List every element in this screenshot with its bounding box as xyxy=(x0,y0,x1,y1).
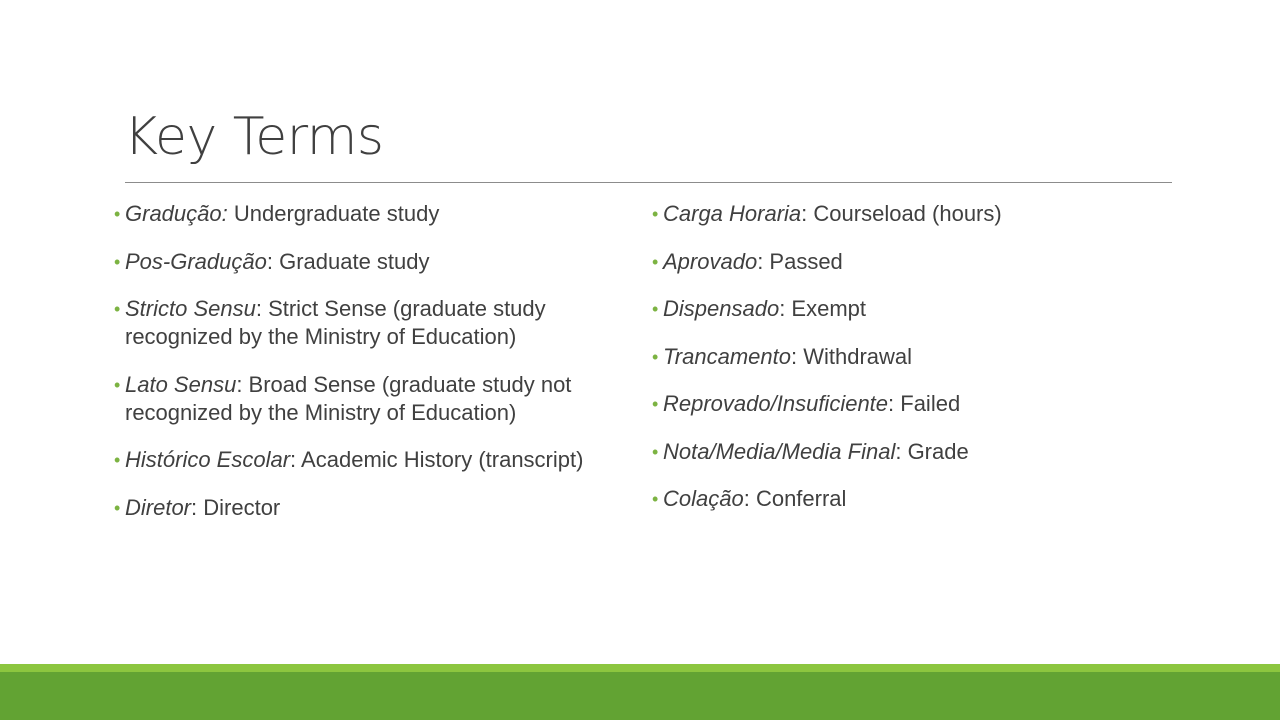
term-name: Diretor xyxy=(125,494,192,520)
term-name: Dispensado xyxy=(663,296,780,321)
footer-band xyxy=(0,672,1280,720)
title-divider xyxy=(125,182,1172,183)
term-item xyxy=(652,248,1172,276)
term-definition: : Withdrawal xyxy=(790,343,913,369)
terms-list-right xyxy=(652,200,1172,533)
bullet-icon: • xyxy=(652,251,659,272)
term-name: Stricto Sensu xyxy=(125,296,256,321)
bullet-icon: • xyxy=(114,374,121,395)
term-item xyxy=(114,248,644,276)
term-name: Pos-Gradução xyxy=(125,248,267,274)
bullet-icon: • xyxy=(114,497,121,518)
term-name: Carga Horaria xyxy=(663,201,802,226)
term-definition: : Grade xyxy=(895,438,969,464)
bullet-icon: • xyxy=(652,489,659,509)
term-definition: : Director xyxy=(191,494,281,520)
slide-title: Key Terms xyxy=(124,107,384,167)
term-definition: : Strict Sense (graduate study recognized by the Ministry of Education) xyxy=(125,296,546,349)
term-item xyxy=(114,200,644,228)
term-definition: : Failed xyxy=(888,391,961,416)
bullet-icon: • xyxy=(652,204,659,224)
term-item xyxy=(652,485,1172,513)
terms-list-left xyxy=(114,200,644,541)
term-definition: : Academic History (transcript) xyxy=(290,447,584,472)
term-item xyxy=(114,494,644,522)
bullet-icon: • xyxy=(114,450,121,470)
bullet-icon: • xyxy=(652,441,659,462)
term-item xyxy=(652,343,1172,371)
term-definition: : Conferral xyxy=(743,486,847,511)
bullet-icon: • xyxy=(652,299,659,319)
term-item xyxy=(652,390,1172,418)
term-item xyxy=(114,446,644,474)
term-item xyxy=(114,295,644,351)
bullet-icon: • xyxy=(114,204,121,224)
term-name: Aprovado xyxy=(663,248,758,274)
bullet-icon: • xyxy=(114,251,121,272)
term-item xyxy=(652,295,1172,323)
bullet-icon: • xyxy=(652,346,659,367)
term-item xyxy=(652,200,1172,228)
term-item xyxy=(114,371,644,427)
term-definition: : Broad Sense (graduate study not recognized by the Ministry of Education) xyxy=(125,371,572,425)
term-name: Trancamento xyxy=(663,343,791,369)
term-name: Reprovado/Insuficiente xyxy=(663,391,889,416)
term-name: Lato Sensu xyxy=(125,371,237,397)
term-definition: : Exempt xyxy=(779,296,866,321)
footer-accent-stripe xyxy=(0,664,1280,672)
term-name: Nota/Media/Media Final xyxy=(663,438,896,464)
term-definition: Undergraduate study xyxy=(227,201,440,226)
term-name: Colação xyxy=(663,486,744,511)
term-definition: : Courseload (hours) xyxy=(801,201,1002,226)
term-name: Histórico Escolar xyxy=(125,447,291,472)
term-definition: : Passed xyxy=(757,248,843,274)
bullet-icon: • xyxy=(652,394,659,414)
bullet-icon: • xyxy=(114,299,121,319)
term-name: Gradução: xyxy=(125,201,228,226)
term-item xyxy=(652,438,1172,466)
term-definition: : Graduate study xyxy=(266,248,430,274)
